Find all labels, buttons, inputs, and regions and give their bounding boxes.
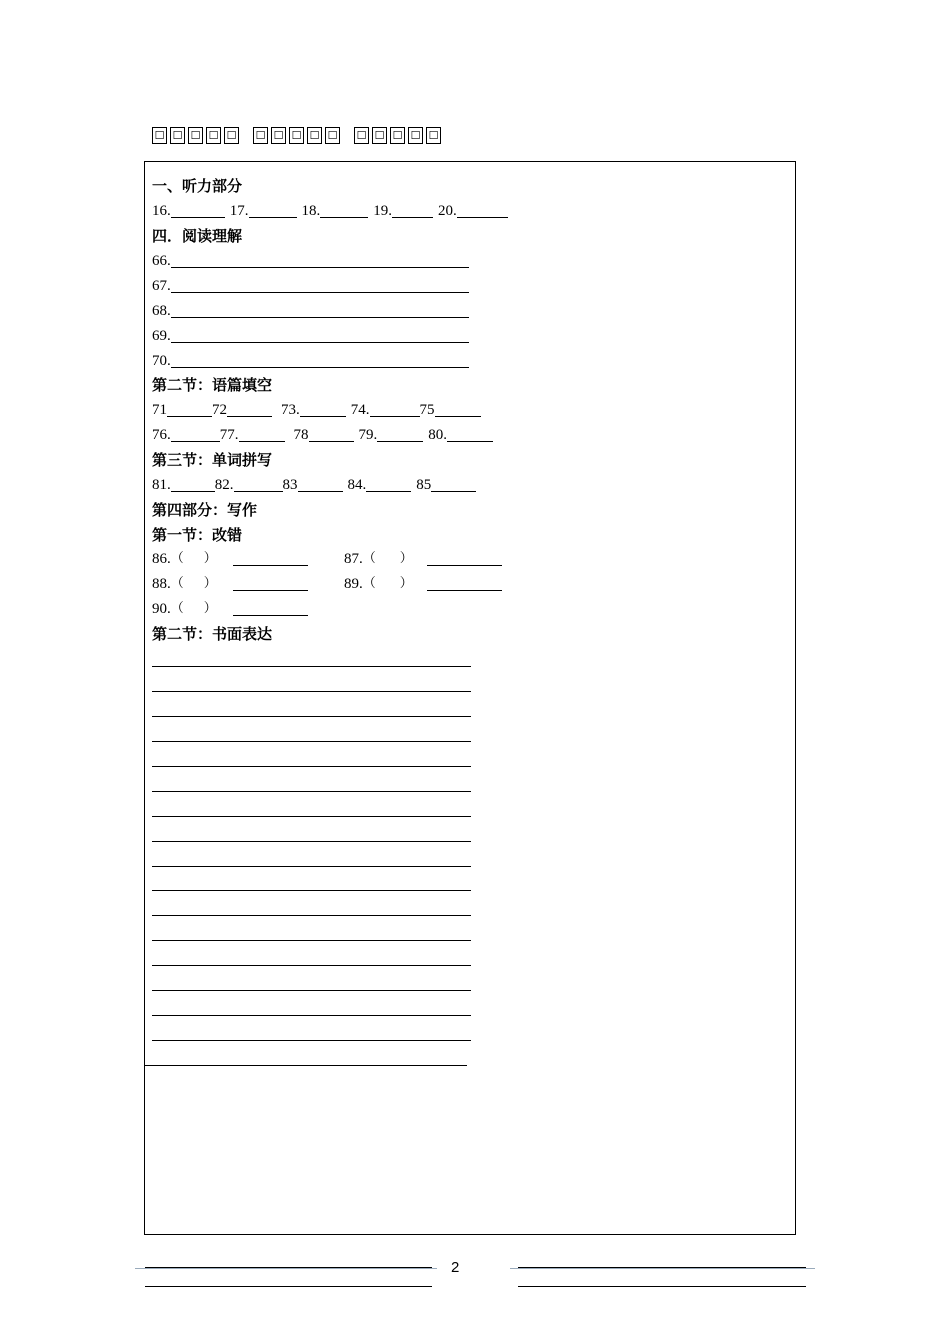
question-number: 17. xyxy=(229,203,249,219)
placeholder-box: ☐ xyxy=(426,127,441,144)
answer-blank-82[interactable] xyxy=(234,477,283,492)
placeholder-box: ☐ xyxy=(289,127,304,144)
paren-open: （ xyxy=(170,601,184,616)
writing-line[interactable] xyxy=(152,791,471,792)
placeholder-box: ☐ xyxy=(188,127,203,144)
question-number: 77. xyxy=(219,427,239,443)
cloze-answers-row xyxy=(152,400,481,420)
answer-blank-78[interactable] xyxy=(309,427,354,442)
section-spelling-title: 第三节：单词拼写 xyxy=(152,451,273,469)
placeholder-box: ☐ xyxy=(152,127,167,144)
section-reading-title: 四．阅读理解 xyxy=(152,227,243,245)
writing-line[interactable] xyxy=(152,866,471,867)
question-number: 76. xyxy=(152,427,171,443)
answer-blank-18[interactable] xyxy=(320,203,368,218)
placeholder-box: ☐ xyxy=(307,127,322,144)
paren-close: ） xyxy=(399,576,413,591)
reading-answer-row xyxy=(152,351,469,371)
question-number: 86. xyxy=(152,551,171,567)
question-number: 82. xyxy=(214,477,234,493)
header-box-group xyxy=(152,127,239,144)
answer-blank-73[interactable] xyxy=(300,402,346,417)
page-number: 2 xyxy=(451,1259,460,1276)
answer-sheet-frame xyxy=(144,161,796,1235)
placeholder-box: ☐ xyxy=(224,127,239,144)
correction-row xyxy=(152,599,308,619)
question-number: 80. xyxy=(428,427,447,443)
paren-close: ） xyxy=(399,551,413,566)
question-number: 88. xyxy=(152,576,171,592)
question-number: 72 xyxy=(212,402,227,418)
question-number: 74. xyxy=(350,402,370,418)
paren-open: （ xyxy=(362,576,376,591)
placeholder-box: ☐ xyxy=(372,127,387,144)
answer-blank-83[interactable] xyxy=(298,477,343,492)
writing-line[interactable] xyxy=(152,666,471,667)
answer-blank-79[interactable] xyxy=(377,427,423,442)
placeholder-box: ☐ xyxy=(206,127,221,144)
answer-blank-20[interactable] xyxy=(457,203,508,218)
reading-answer-row xyxy=(152,276,469,296)
cloze-answers-row xyxy=(152,425,493,445)
answer-blank-67[interactable] xyxy=(171,278,469,293)
answer-blank-84[interactable] xyxy=(366,477,411,492)
question-number: 83 xyxy=(282,477,298,493)
question-number: 85 xyxy=(416,477,432,493)
question-number: 71 xyxy=(152,402,167,418)
footer-line xyxy=(518,1267,806,1268)
answer-blank-85[interactable] xyxy=(431,477,476,492)
question-number: 73. xyxy=(281,402,300,418)
answer-blank-89[interactable] xyxy=(427,576,502,591)
header-placeholder xyxy=(152,127,441,144)
header-box-group xyxy=(354,127,441,144)
placeholder-box: ☐ xyxy=(170,127,185,144)
question-number: 90. xyxy=(152,601,171,617)
answer-blank-72[interactable] xyxy=(227,402,272,417)
section-correction-title: 第一节：改错 xyxy=(152,526,243,544)
answer-blank-76[interactable] xyxy=(171,427,220,442)
reading-answer-row xyxy=(152,301,469,321)
placeholder-box: ☐ xyxy=(408,127,423,144)
answer-blank-88[interactable] xyxy=(233,576,308,591)
paren-close: ） xyxy=(203,551,217,566)
answer-blank-70[interactable] xyxy=(171,353,469,368)
question-number: 79. xyxy=(358,427,378,443)
footer-line xyxy=(518,1286,806,1287)
answer-blank-90[interactable] xyxy=(233,601,308,616)
reading-answer-row xyxy=(152,326,469,346)
answer-blank-68[interactable] xyxy=(171,303,469,318)
header-box-group xyxy=(253,127,340,144)
question-number: 20. xyxy=(438,203,457,219)
placeholder-box: ☐ xyxy=(390,127,405,144)
section-composition-title: 第二节：书面表达 xyxy=(152,625,273,643)
answer-blank-16[interactable] xyxy=(171,203,225,218)
question-number: 87. xyxy=(344,551,363,567)
answer-blank-66[interactable] xyxy=(171,253,469,268)
placeholder-box: ☐ xyxy=(354,127,369,144)
placeholder-box: ☐ xyxy=(271,127,286,144)
paren-close: ） xyxy=(203,601,217,616)
writing-line[interactable] xyxy=(152,691,471,692)
writing-line[interactable] xyxy=(152,741,471,742)
question-number: 66. xyxy=(152,253,171,269)
question-number: 75 xyxy=(419,402,435,418)
writing-line[interactable] xyxy=(152,915,471,916)
answer-blank-17[interactable] xyxy=(249,203,297,218)
writing-line[interactable] xyxy=(152,841,471,842)
question-number: 69. xyxy=(152,328,171,344)
question-number: 67. xyxy=(152,278,171,294)
answer-blank-86[interactable] xyxy=(233,551,308,566)
section-cloze-title: 第二节：语篇填空 xyxy=(152,376,273,394)
footer-accent-line xyxy=(510,1268,815,1269)
footer-accent-line xyxy=(135,1268,437,1269)
answer-blank-74[interactable] xyxy=(370,402,420,417)
paren-open: （ xyxy=(362,551,376,566)
writing-line[interactable] xyxy=(152,816,471,817)
section-listening-title: 一、听力部分 xyxy=(152,177,243,195)
answer-blank-19[interactable] xyxy=(392,203,433,218)
placeholder-box: ☐ xyxy=(253,127,268,144)
paren-open: （ xyxy=(170,576,184,591)
section-writing-title: 第四部分：写作 xyxy=(152,501,258,519)
reading-answer-row xyxy=(152,251,469,271)
question-number: 89. xyxy=(344,576,363,592)
writing-line[interactable] xyxy=(152,940,471,941)
question-number: 19. xyxy=(373,203,392,219)
footer-line xyxy=(145,1267,432,1268)
footer-line xyxy=(145,1286,432,1287)
listening-answers-row xyxy=(152,201,508,221)
writing-line[interactable] xyxy=(152,766,471,767)
question-number: 78 xyxy=(293,427,309,443)
paren-open: （ xyxy=(170,551,184,566)
spelling-answers-row xyxy=(152,475,476,495)
question-number: 81. xyxy=(152,477,171,493)
question-number: 84. xyxy=(347,477,367,493)
answer-blank-71[interactable] xyxy=(167,402,212,417)
question-number: 68. xyxy=(152,303,171,319)
section-divider xyxy=(145,1065,467,1066)
answer-blank-80[interactable] xyxy=(447,427,493,442)
question-number: 70. xyxy=(152,353,171,369)
writing-line[interactable] xyxy=(152,965,471,966)
answer-blank-75[interactable] xyxy=(435,402,481,417)
answer-blank-87[interactable] xyxy=(427,551,502,566)
writing-line[interactable] xyxy=(152,990,471,991)
paren-close: ） xyxy=(203,576,217,591)
correction-row xyxy=(152,549,502,569)
writing-line[interactable] xyxy=(152,1040,471,1041)
answer-blank-69[interactable] xyxy=(171,328,469,343)
correction-row xyxy=(152,574,502,594)
answer-blank-81[interactable] xyxy=(171,477,215,492)
writing-line[interactable] xyxy=(152,890,471,891)
writing-line[interactable] xyxy=(152,716,471,717)
writing-line[interactable] xyxy=(152,1015,471,1016)
question-number: 16. xyxy=(152,203,171,219)
answer-blank-77[interactable] xyxy=(239,427,285,442)
question-number: 18. xyxy=(301,203,321,219)
placeholder-box: ☐ xyxy=(325,127,340,144)
